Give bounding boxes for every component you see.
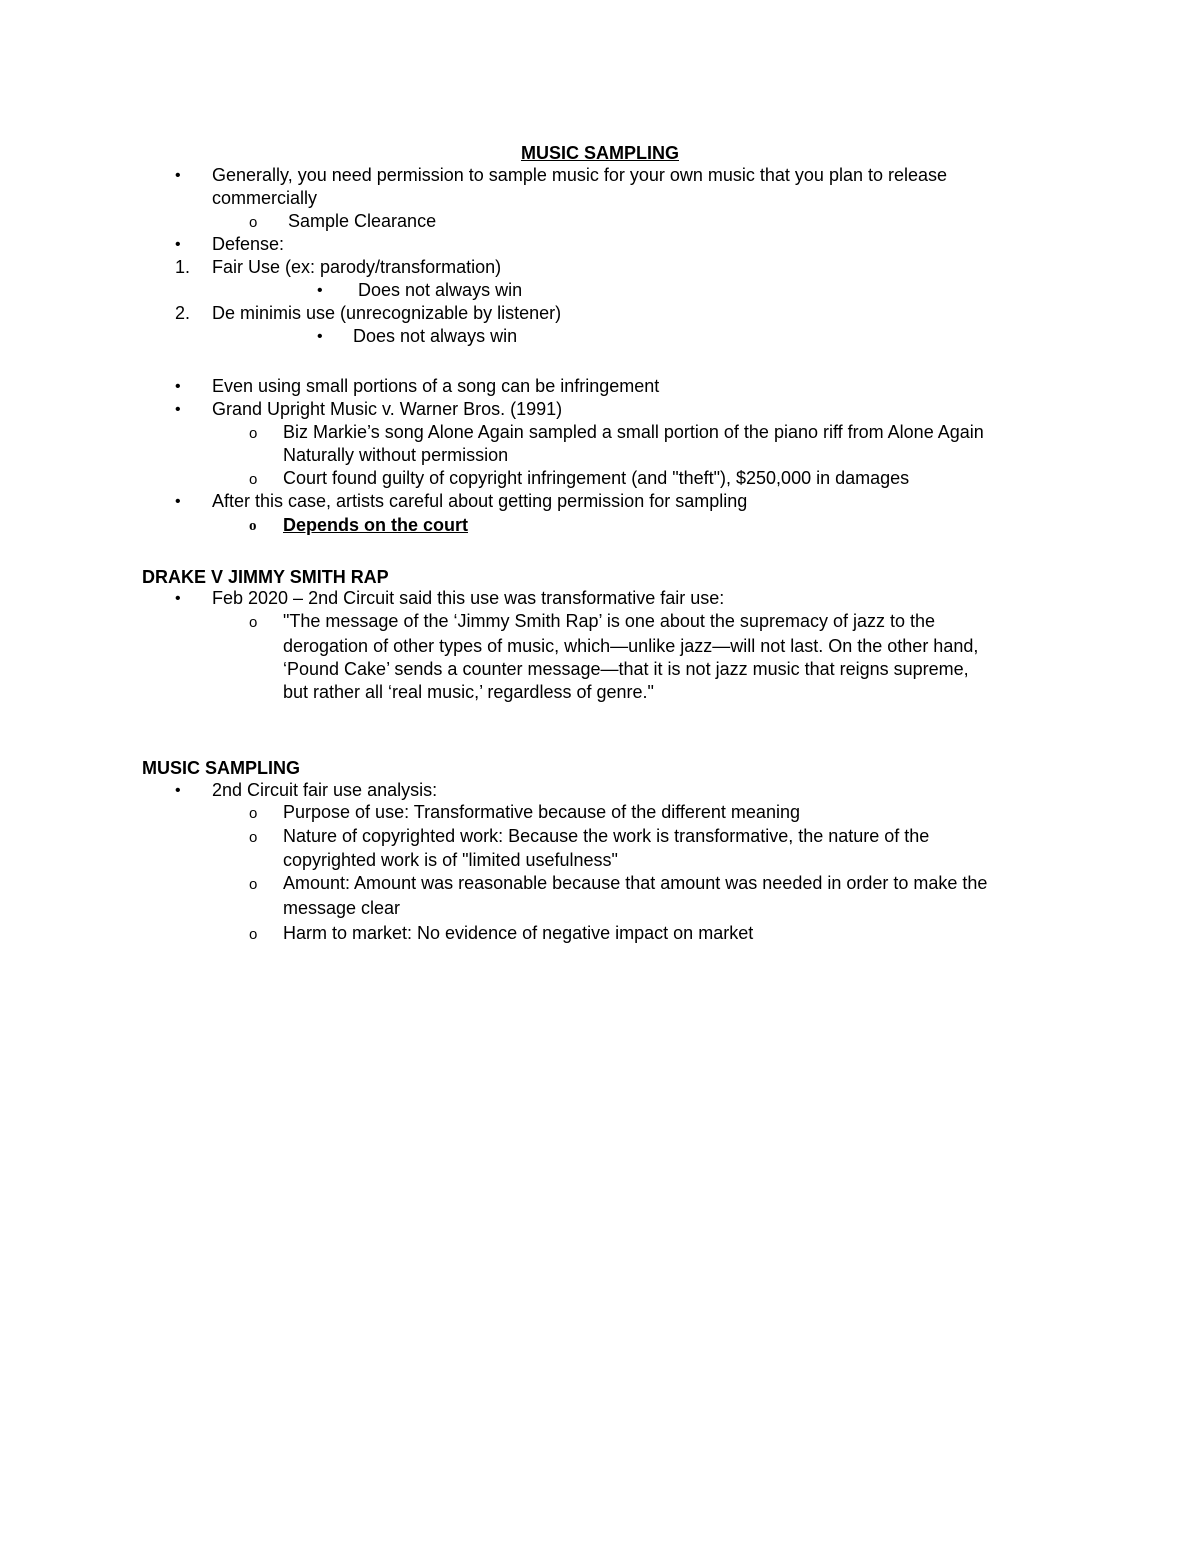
bullet-icon: •: [175, 167, 181, 184]
sub-list-item: [0, 210, 1200, 233]
bullet-icon: •: [175, 401, 181, 418]
list-item-continuation: [0, 658, 1200, 681]
sub-list-item: [0, 514, 1200, 537]
list-item-text: commercially: [212, 188, 318, 208]
list-item: [0, 490, 1200, 513]
list-item-text: Fair Use (ex: parody/transformation): [212, 257, 502, 277]
list-item-continuation: [0, 681, 1200, 704]
list-item-text: Even using small portions of a song can be infringement: [212, 376, 660, 396]
sub-list-item: [0, 922, 1200, 945]
list-item: [0, 779, 1200, 802]
list-item-text: Does not always win: [358, 280, 523, 300]
list-item-text: De minimis use (unrecognizable by listener): [212, 303, 562, 323]
list-item-text: Naturally without permission: [283, 445, 509, 465]
list-item: [0, 233, 1200, 256]
numbered-item: [0, 256, 1200, 279]
list-item-text: copyrighted work is of "limited usefulness": [283, 850, 618, 870]
sub-bullet-icon: o: [249, 805, 258, 822]
sub-bullet-icon: o: [249, 214, 258, 231]
list-item-continuation: [0, 187, 1200, 210]
sub-bullet-icon: o: [249, 614, 258, 631]
bullet-icon: •: [175, 236, 181, 253]
sub-list-item: [0, 872, 1200, 895]
list-item-text: Nature of copyrighted work: Because the work is transformative, the nature of the: [283, 826, 930, 846]
list-number: 1.: [175, 257, 191, 277]
sub-list-item: [0, 825, 1200, 848]
bullet-icon: •: [317, 282, 323, 299]
quote-text: "The message of the ‘Jimmy Smith Rap’ is one about the supremacy of jazz to the: [283, 611, 936, 631]
list-item-text: Does not always win: [353, 326, 518, 346]
list-item: [0, 164, 1200, 187]
nested-list-item: [0, 325, 1200, 348]
list-item-text: Grand Upright Music v. Warner Bros. (1991): [212, 399, 563, 419]
list-item: [0, 587, 1200, 610]
list-item-continuation: [0, 444, 1200, 467]
list-item-text: Court found guilty of copyright infringement (and "theft"), $250,000 in damages: [283, 468, 910, 488]
list-item-text: 2nd Circuit fair use analysis:: [212, 780, 438, 800]
quote-text: derogation of other types of music, which—unlike jazz—will not last. On the other hand,: [283, 636, 979, 656]
numbered-item: [0, 302, 1200, 325]
sub-bullet-icon: o: [249, 926, 258, 943]
sub-list-item: [0, 610, 1200, 633]
list-item-continuation: [0, 849, 1200, 872]
list-number: 2.: [175, 303, 191, 323]
sub-bullet-icon: o: [249, 829, 258, 846]
list-item-text: Harm to market: No evidence of negative impact on market: [283, 923, 754, 943]
list-item-text: Generally, you need permission to sample music for your own music that you plan to release: [212, 165, 948, 185]
sub-list-item: [0, 421, 1200, 444]
sub-list-item: [0, 801, 1200, 824]
emphasis-text: Depends on the court: [283, 515, 469, 535]
bullet-icon: •: [175, 378, 181, 395]
list-item-continuation: [0, 897, 1200, 920]
bullet-icon: •: [175, 782, 181, 799]
list-item-text: Defense:: [212, 234, 285, 254]
list-item-text: message clear: [283, 898, 401, 918]
list-item-text: After this case, artists careful about getting permission for sampling: [212, 491, 748, 511]
sub-list-item: [0, 467, 1200, 490]
sub-bullet-icon: o: [249, 471, 258, 488]
bullet-icon: •: [175, 590, 181, 607]
list-item-text: Amount: Amount was reasonable because that amount was needed in order to make the: [283, 873, 988, 893]
quote-text: but rather all ‘real music,’ regardless of genre.": [283, 682, 654, 702]
list-item-text: Purpose of use: Transformative because of the different meaning: [283, 802, 800, 822]
nested-list-item: [0, 279, 1200, 302]
list-item: [0, 398, 1200, 421]
list-item-continuation: [0, 635, 1200, 658]
bullet-icon: •: [317, 328, 323, 345]
section-heading: DRAKE V JIMMY SMITH RAP: [142, 567, 389, 587]
sub-bullet-icon: o: [249, 425, 258, 442]
section-heading: MUSIC SAMPLING: [142, 758, 301, 778]
sub-bullet-icon: o: [249, 876, 258, 893]
list-item-text: Biz Markie’s song Alone Again sampled a small portion of the piano riff from Alone Again: [283, 422, 984, 442]
document-title: MUSIC SAMPLING: [520, 143, 679, 163]
list-item-text: Sample Clearance: [288, 211, 437, 231]
sub-bullet-icon: o: [249, 518, 257, 534]
quote-text: ‘Pound Cake’ sends a counter message—that it is not jazz music that reigns supreme,: [283, 659, 969, 679]
list-item: [0, 375, 1200, 398]
bullet-icon: •: [175, 493, 181, 510]
list-item-text: Feb 2020 – 2nd Circuit said this use was transformative fair use:: [212, 588, 725, 608]
